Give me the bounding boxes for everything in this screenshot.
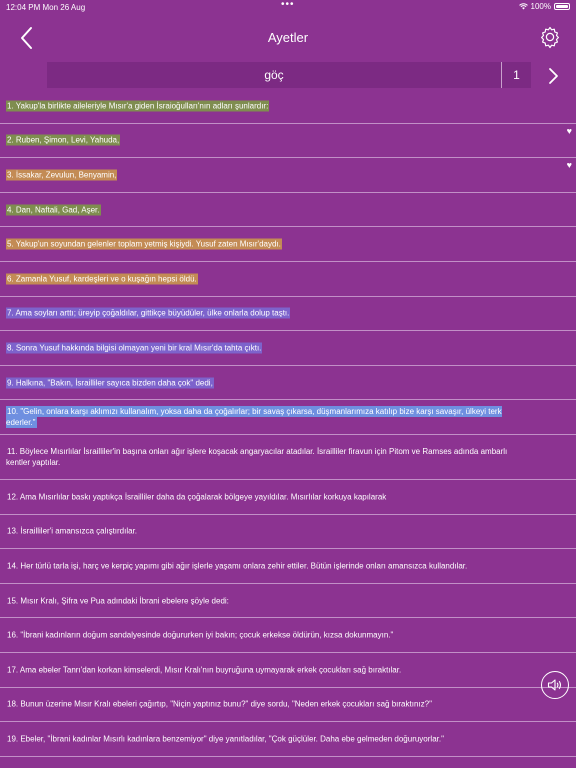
verse-text-content: 17. Ama ebeler Tanrı'dan korkan kimselerdi, Mısır Kralı'nın buyruğuna uymayarak erkek çocukları sağ bıraktılar. — [7, 665, 402, 675]
verse-text-content: 9. Halkına, "Bakın, İsrailliler sayıca bizden daha çok" dedi, — [7, 378, 213, 388]
verse-text-content: 10. "Gelin, onlara karşı aklımızı kullanalım, yoksa daha da çoğalırlar; bir savaş çıkarsa, düşmanlarımıza katılıp bize karşı savaşır, ülkeyi terk ederler." — [6, 407, 502, 428]
verse-row[interactable] — [0, 435, 576, 480]
verse-row[interactable] — [0, 722, 576, 757]
verse-row[interactable] — [0, 584, 576, 619]
verse-row[interactable] — [0, 227, 576, 262]
favorite-heart-icon[interactable]: ♥ — [566, 160, 572, 171]
verse-text-content: 4. Dan, Naftali, Gad, Aşer. — [7, 205, 100, 215]
navigation-bar — [0, 20, 576, 56]
verse-text — [6, 446, 526, 468]
verse-row[interactable] — [0, 158, 576, 193]
verse-text — [6, 100, 526, 111]
verse-text-content: 5. Yakup'un soyundan gelenler toplam yetmiş kişiydi. Yusuf zaten Mısır'daydı. — [7, 239, 281, 249]
verse-row[interactable] — [0, 400, 576, 435]
verse-text — [6, 273, 526, 284]
status-bar — [0, 0, 576, 14]
wifi-icon — [519, 3, 528, 10]
favorite-heart-icon[interactable]: ♥ — [566, 125, 572, 136]
verse-text-content: 3. İssakar, Zevulun, Benyamin, — [7, 170, 117, 180]
verse-text-content: 12. Ama Mısırlılar baskı yaptıkça İsrailliler daha da çoğalarak bölgeye yayıldılar. Mısırlılar korkuya kapılarak — [7, 492, 387, 502]
battery-icon — [554, 3, 570, 10]
verse-row[interactable] — [0, 618, 576, 653]
verse-text — [6, 699, 526, 710]
verse-text — [6, 204, 526, 215]
verse-text-content: 8. Sonra Yusuf hakkında bilgisi olmayan yeni bir kral Mısır'da tahta çıktı. — [7, 343, 262, 353]
result-count[interactable]: 1 — [513, 68, 520, 82]
verse-text-content: 2. Ruben, Şimon, Levi, Yahuda, — [7, 135, 120, 145]
verse-text-content: 11. Böylece Mısırlılar İsrailliler'in başına onları ağır işlere koşacak angaryacılar atadılar. İsrailliler firavun için Pitom ve Ramses adında ambarlı kentler yaptılar. — [6, 446, 508, 467]
verse-row[interactable] — [0, 89, 576, 124]
verse-text-content: 16. "İbrani kadınların doğum sandalyesinde doğururken iyi bakın; çocuk erkekse öldürün, kızsa dokunmayın." — [7, 630, 394, 640]
verse-text — [6, 239, 526, 250]
verse-text — [6, 595, 526, 606]
verse-text — [6, 630, 526, 641]
verse-row[interactable] — [0, 262, 576, 297]
verse-text — [6, 342, 526, 353]
verse-row[interactable] — [0, 549, 576, 584]
verse-text-content: 14. Her türlü tarla işi, harç ve kerpiç yapımı gibi ağır işlerle yaşamı onlara zehir ettiler. Bütün işlerinde onları amansızca kullandılar. — [7, 561, 468, 571]
verse-text — [6, 560, 526, 571]
verse-text — [6, 526, 526, 537]
status-indicators — [519, 2, 570, 11]
verse-text — [6, 664, 526, 675]
status-time: 12:04 PM Mon 26 Aug — [6, 3, 86, 12]
verse-text — [6, 135, 526, 146]
settings-gear-icon[interactable] — [538, 25, 562, 49]
verse-text-content: 13. İsrailliler'i amansızca çalıştırdılar. — [7, 526, 138, 536]
audio-button[interactable] — [541, 671, 569, 699]
verse-text — [6, 491, 526, 502]
search-bar — [47, 62, 531, 88]
verse-text-content: 19. Ebeler, "İbrani kadınlar Mısırlı kadınlara benzemiyor" diye yanıtladılar, "Çok güçlüler. Daha ebe gelmeden doğuruyorlar." — [7, 734, 444, 744]
verse-text — [6, 308, 526, 319]
speaker-icon — [547, 678, 563, 692]
verse-text-content: 15. Mısır Kralı, Şifra ve Pua adındaki İbrani ebelere şöyle dedi: — [7, 596, 229, 606]
verse-text — [6, 377, 526, 388]
verse-text-content: 1. Yakup'la birlikte aileleriyle Mısır'a giden İsraioğulları'nın adları şunlardır: — [7, 101, 269, 111]
verse-row[interactable] — [0, 193, 576, 228]
page-title: Ayetler — [267, 30, 309, 45]
verse-text — [6, 169, 526, 180]
multitask-dots-icon[interactable]: ••• — [281, 0, 295, 10]
verse-text — [6, 733, 526, 744]
verse-row[interactable] — [0, 297, 576, 332]
verse-row[interactable] — [0, 331, 576, 366]
next-result-chevron-icon[interactable] — [544, 66, 562, 86]
verse-list — [0, 89, 576, 757]
verse-text — [6, 406, 526, 428]
search-input[interactable] — [47, 62, 501, 88]
verse-text-content: 6. Zamanla Yusuf, kardeşleri ve o kuşağın hepsi öldü. — [7, 274, 197, 284]
battery-percent: 100% — [530, 2, 551, 11]
verse-row[interactable] — [0, 653, 576, 688]
verse-row[interactable] — [0, 688, 576, 723]
verse-text-content: 7. Ama soyları arttı; üreyip çoğaldılar, gittikçe büyüdüler, ülke onlarla dolup taştı. — [7, 308, 290, 318]
verse-row[interactable] — [0, 124, 576, 159]
verse-row[interactable] — [0, 480, 576, 515]
verse-text-content: 18. Bunun üzerine Mısır Kralı ebeleri çağırtıp, "Niçin yaptınız bunu?" diye sordu, "Neden erkek çocukları sağ bıraktınız?" — [7, 699, 432, 709]
verse-row[interactable] — [0, 366, 576, 401]
verse-row[interactable] — [0, 515, 576, 550]
